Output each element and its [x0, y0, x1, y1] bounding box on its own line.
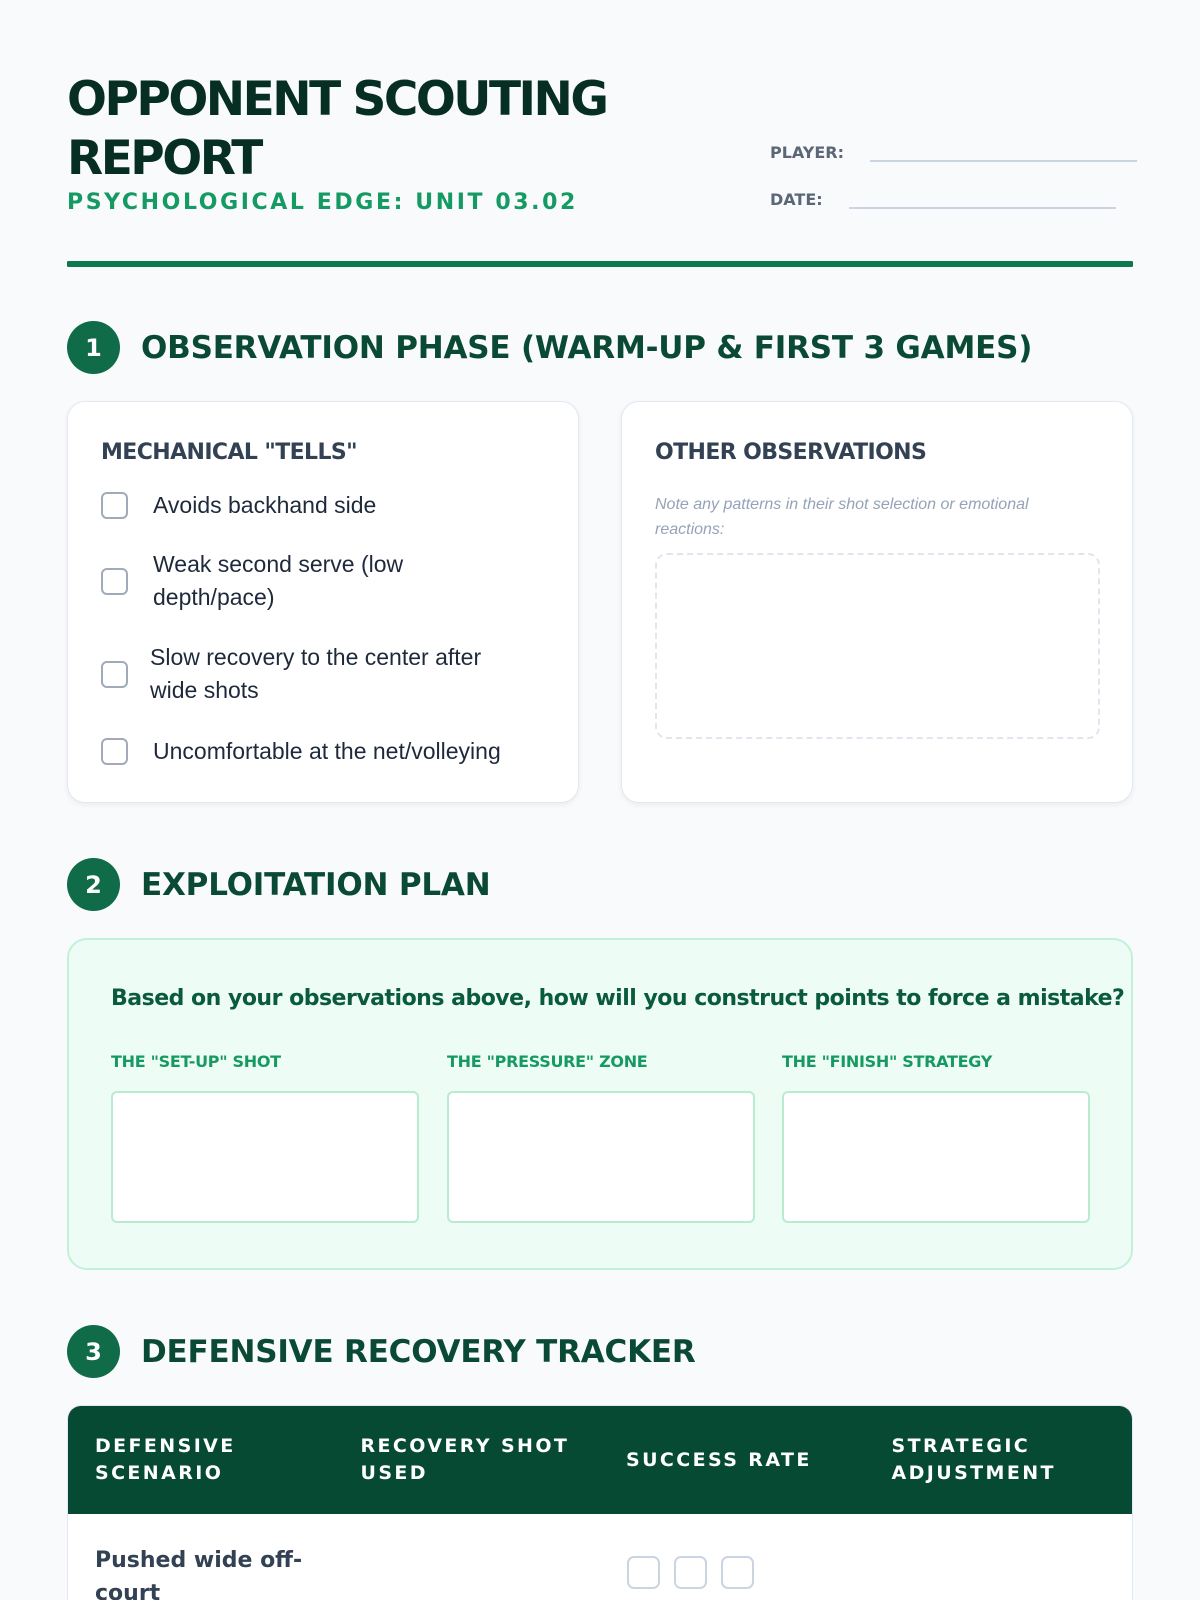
tell-label: Weak second serve (low depth/pace) — [153, 551, 404, 610]
column-header-scenario: DEFENSIVE SCENARIO — [95, 1435, 236, 1484]
player-label: PLAYER: — [770, 143, 845, 162]
report-header — [67, 0, 1133, 268]
worksheet-page — [67, 0, 1133, 1600]
section-observation-header — [67, 321, 1032, 374]
success-rate-checkbox[interactable] — [627, 1556, 660, 1589]
pressure-zone-input-box[interactable] — [447, 1091, 755, 1223]
plan-column-setup — [111, 1052, 419, 1223]
tell-item[interactable] — [101, 641, 551, 707]
section-title: DEFENSIVE RECOVERY TRACKER — [141, 1333, 696, 1370]
other-observations-title: OTHER OBSERVATIONS — [655, 440, 927, 465]
tell-checkbox[interactable] — [101, 568, 128, 595]
section-number-badge: 3 — [67, 1325, 120, 1378]
plan-column-label: THE "SET-UP" SHOT — [111, 1052, 281, 1071]
player-field — [770, 140, 1137, 162]
success-rate-checkbox[interactable] — [674, 1556, 707, 1589]
tell-item[interactable] — [101, 735, 551, 768]
page-subtitle: PSYCHOLOGICAL EDGE: UNIT 03.02 — [67, 190, 578, 215]
other-observations-notes-area[interactable] — [655, 553, 1100, 739]
tell-checkbox[interactable] — [101, 661, 128, 688]
other-observations-card — [621, 401, 1133, 803]
exploitation-plan-panel — [67, 938, 1133, 1270]
tell-checkbox[interactable] — [101, 738, 128, 765]
section-tracker-header — [67, 1325, 696, 1378]
plan-question: Based on your observations above, how will you construct points to force a mistake? — [111, 986, 1125, 1011]
plan-column-label: THE "FINISH" STRATEGY — [782, 1052, 992, 1071]
tell-item[interactable] — [101, 489, 551, 522]
success-rate-cell — [600, 1514, 866, 1600]
success-rate-boxes — [627, 1544, 866, 1589]
section-title: OBSERVATION PHASE (WARM-UP & FIRST 3 GAMES) — [141, 329, 1033, 366]
tell-checkbox[interactable] — [101, 492, 128, 519]
other-observations-hint: Note any patterns in their shot selection or emotional reactions: — [655, 496, 1029, 538]
section-title: EXPLOITATION PLAN — [141, 866, 491, 903]
column-header-recovery-shot: RECOVERY SHOT USED — [360, 1435, 570, 1484]
date-label: DATE: — [770, 190, 823, 209]
success-rate-checkbox[interactable] — [721, 1556, 754, 1589]
plan-column-pressure — [447, 1052, 755, 1223]
table-header-row — [68, 1406, 1132, 1514]
section-number-badge: 1 — [67, 321, 120, 374]
tell-item[interactable] — [101, 548, 551, 614]
plan-column-finish — [782, 1052, 1090, 1223]
date-input-line[interactable] — [849, 187, 1116, 209]
mechanical-tells-card — [67, 401, 579, 803]
finish-strategy-input-box[interactable] — [782, 1091, 1090, 1223]
adjustment-cell[interactable] — [866, 1514, 1132, 1600]
section-exploitation-header — [67, 858, 490, 911]
section-number-badge: 2 — [67, 858, 120, 911]
scenario-label: Pushed wide off-court — [95, 1548, 303, 1600]
scenario-cell — [68, 1514, 334, 1600]
tells-title: MECHANICAL "TELLS" — [101, 440, 357, 465]
date-field — [770, 187, 1116, 209]
tell-label: Avoids backhand side — [153, 492, 377, 518]
table-row — [68, 1514, 1132, 1600]
plan-column-label: THE "PRESSURE" ZONE — [447, 1052, 648, 1071]
tell-label: Uncomfortable at the net/volleying — [153, 738, 501, 764]
column-header-success-rate: SUCCESS RATE — [626, 1448, 812, 1471]
tell-label: Slow recovery to the center after wide shots — [150, 644, 482, 703]
defensive-recovery-table — [67, 1405, 1133, 1600]
recovery-shot-cell[interactable] — [334, 1514, 600, 1600]
setup-shot-input-box[interactable] — [111, 1091, 419, 1223]
page-title: OPPONENT SCOUTING REPORT — [67, 72, 607, 186]
header-divider — [67, 261, 1133, 267]
column-header-adjustment: STRATEGIC ADJUSTMENT — [891, 1435, 1056, 1484]
player-input-line[interactable] — [870, 140, 1137, 162]
